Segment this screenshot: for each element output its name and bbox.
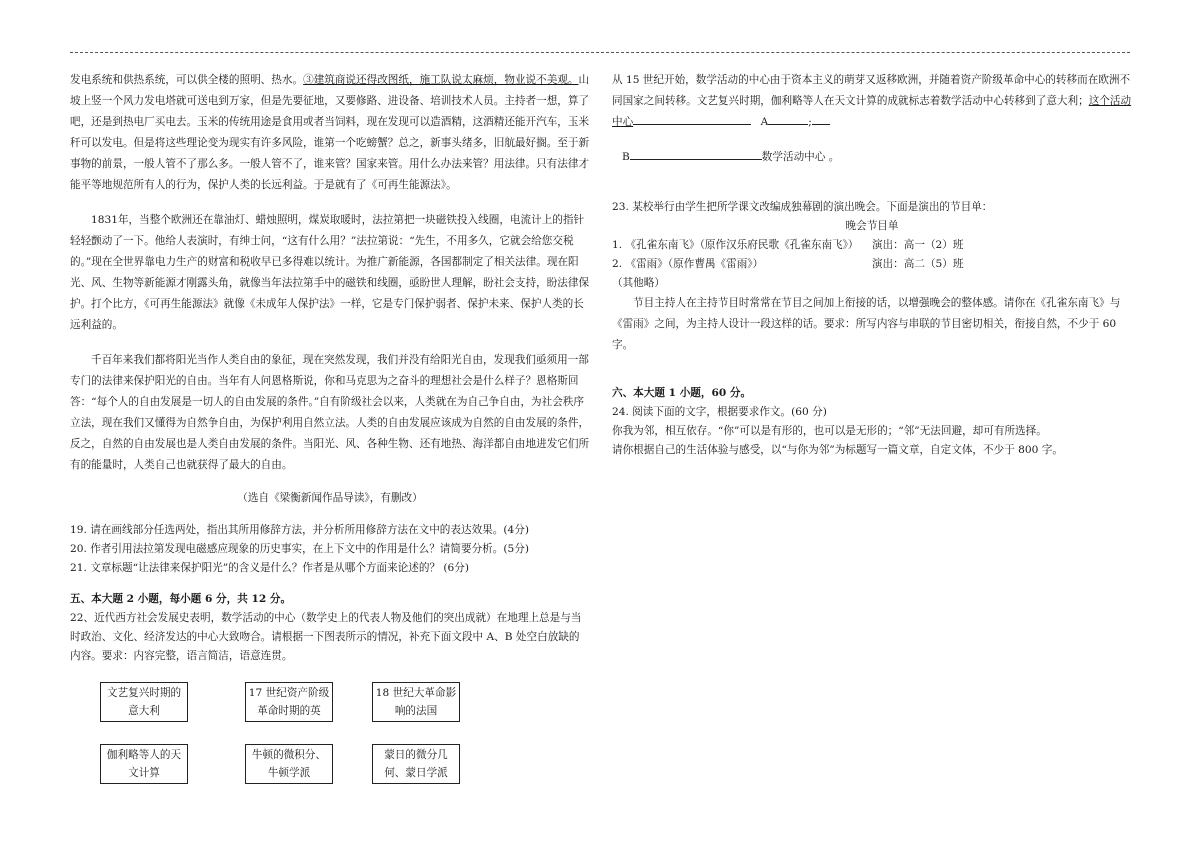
question-24-text: 你我为邻，相互依存。“你”可以是有形的，也可以是无形的；“邻”无法回避，却可有所选择。 xyxy=(612,425,1047,437)
program-title: 晚会节目单 xyxy=(845,220,899,232)
question-21: 21. 文章标题“让法律来保护阳光”的含义是什么？作者是从哪个方面来论述的？ (6分) xyxy=(70,562,470,574)
question-24: 24. 阅读下面的文字，根据要求作文。(60 分) xyxy=(612,406,827,418)
box-italy: 文艺复兴时期的意大利 xyxy=(100,682,188,722)
question-19: 19. 请在画线部分任选两处，指出其所用修辞方法，并分析所用修辞方法在文中的表达效果。(4分) xyxy=(70,524,529,536)
program-name: 2. 《雷雨》（原作曹禺《雷雨》） xyxy=(612,258,764,270)
answer-blank[interactable] xyxy=(633,112,751,125)
blank-b-suffix: 数学活动中心 。 xyxy=(761,151,840,163)
answer-blank-a[interactable] xyxy=(768,112,808,125)
box-england: 17 世纪资产阶级革命时期的英 xyxy=(245,682,333,722)
section-6-title: 六、本大题 1 小题，60 分。 xyxy=(612,387,752,399)
question-22: 22、近代西方社会发展史表明，数学活动的中心（数学史上的代表人物及他们的突出成就）在地理上总是与当时政治、文化、经济发达的中心大致吻合。请根据一下图表所示的情况，补充下面文段中 A、B 处空白放缺的内容。要求：内容完整，语言简洁，语意连贯。 xyxy=(70,612,582,662)
box-monge: 蒙日的微分几何、蒙日学派 xyxy=(372,744,460,784)
question-24-task: 请你根据自己的生活体验与感受，以“与你为邻”为标题写一篇文章，自定文体，不少于 800 字。 xyxy=(612,444,1063,456)
question-20: 20. 作者引用法拉第发现电磁感应现象的历史事实，在上下文中的作用是什么？请简要分析。(5分) xyxy=(70,543,529,555)
answer-blank-b[interactable] xyxy=(630,147,762,160)
passage-paragraph-2: 1831年，当整个欧洲还在靠油灯、蜡烛照明，煤炭取暖时，法拉第把一块磁铁投入线圈，电流计上的指针轻轻颤动了一下。他给人表演时，有绅士问，“这有什么用？”法拉第说：“先生，不用多久，它就会给您交税的。”现在全世界靠电力生产的财富和税收早已多得难以统计。为推广新能源，各国都制定了相关法律。现在阳光、风、生物等新能源才刚露头角，就像当年法拉第手中的磁铁和线圈，亟盼世人理解，盼社会支持，盼法律保护。打个比方，《可再生能源法》就像《未成年人保护法》一样，它是专门保护弱者、保护未来、保护人类的长远利益的。 xyxy=(70,214,590,331)
program-item xyxy=(612,255,1132,274)
passage-text: 发电系统和供热系统，可以供全楼的照明、热水。 xyxy=(70,74,304,86)
answer-blank[interactable] xyxy=(812,112,830,125)
underlined-text: ③建筑商说还得改图纸，施工队说太麻烦，物业说不美观。 xyxy=(303,74,579,86)
right-column xyxy=(612,70,1132,460)
passage-paragraph-1 xyxy=(70,70,590,196)
semicolon: ; xyxy=(808,116,812,128)
passage-text: 从 15 世纪开始，数学活动的中心由于资本主义的萌芽又返移欧洲，并随着资产阶级革命中心的转移而在欧洲不同国家之间转移。文艺复兴时期，伽利略等人在天文计算的成就标志着数学活动中心转移到了意大利； xyxy=(612,74,1131,107)
blank-label-b: B xyxy=(622,151,630,163)
diagram-boxes xyxy=(70,676,590,826)
program-others: （其他略） xyxy=(612,277,665,289)
header-rule xyxy=(70,52,1130,53)
program-performer: 演出：高一（2）班 xyxy=(872,239,964,251)
question-23: 23. 某校举行由学生把所学课文改编成独幕剧的演出晚会。下面是演出的节目单： xyxy=(612,201,993,213)
program-performer: 演出：高二（5）班 xyxy=(872,258,964,270)
passage-paragraph-3: 千百年来我们都将阳光当作人类自由的象征，现在突然发现，我们并没有给阳光自由，发现我们亟须用一部专门的法律来保护阳光的自由。当年有人问恩格斯说，你和马克思为之奋斗的理想社会是什么样子？恩格斯回答：“每个人的自由发展是一切人的自由发展的条件。”自有阶级社会以来，人类就在为自己争自由，为社会秩序立法，现在我们又懂得为自然争自由，为保护利用自然立法。人类的自由发展应该成为自然的自由发展的条件，反之，自然的自由发展也是人类自由发展的条件。当阳光、风、各种生物、还有地热、海洋都自由地进发它们所有的能量时，人类自己也就获得了最大的自由。 xyxy=(70,354,590,471)
left-column xyxy=(70,70,590,826)
blank-label-a: A xyxy=(760,116,769,128)
source-citation: （选自《梁衡新闻作品导读》，有删改） xyxy=(237,492,423,504)
q22-passage xyxy=(612,70,1132,133)
box-galileo: 伽利略等人的天文计算 xyxy=(100,744,188,784)
box-newton: 牛顿的微积分、牛顿学派 xyxy=(245,744,333,784)
underlined-text: 这个活动中心 xyxy=(612,95,1132,128)
passage-text: 山坡上竖一个风力发电塔就可送电到万家，但是先要征地，又要修路、进设备、培训技术人员。主持者一想，算了吧，还是到热电厂买电去。玉米的传统用途是食用或者当饲料，现在发现可以造酒精，这酒精还能开汽车，玉米秆可以发电。但是将这些理论变为现实有许多风险，谁第一个吃螃蟹？总之，新事头绪多，旧航最好搁。至于新事物的前景，一般人管不了那么多。一般人管不了，谁来管？国家来管。用什么办法来管？用法律。只有法律才能平等地规范所有人的行为，保护人类的长远利益。于是就有了《可再生能源法》。 xyxy=(70,74,590,191)
program-item xyxy=(612,236,1132,255)
program-name: 1. 《孔雀东南飞》（原作汉乐府民歌《孔雀东南飞》） xyxy=(612,239,859,251)
blank-b-line xyxy=(612,147,1132,168)
box-france: 18 世纪大革命影响的法国 xyxy=(372,682,460,722)
question-23-task: 节目主持人在主持节目时常常在节目之间加上衔接的话，以增强晚会的整体感。请你在《孔雀东南飞》与《雷雨》之间，为主持人设计一段这样的话。要求：所写内容与串联的节目密切相关，衔接自然，不少于 60 字。 xyxy=(612,297,1121,351)
section-5-title: 五、本大题 2 小题，每小题 6 分，共 12 分。 xyxy=(70,593,292,605)
